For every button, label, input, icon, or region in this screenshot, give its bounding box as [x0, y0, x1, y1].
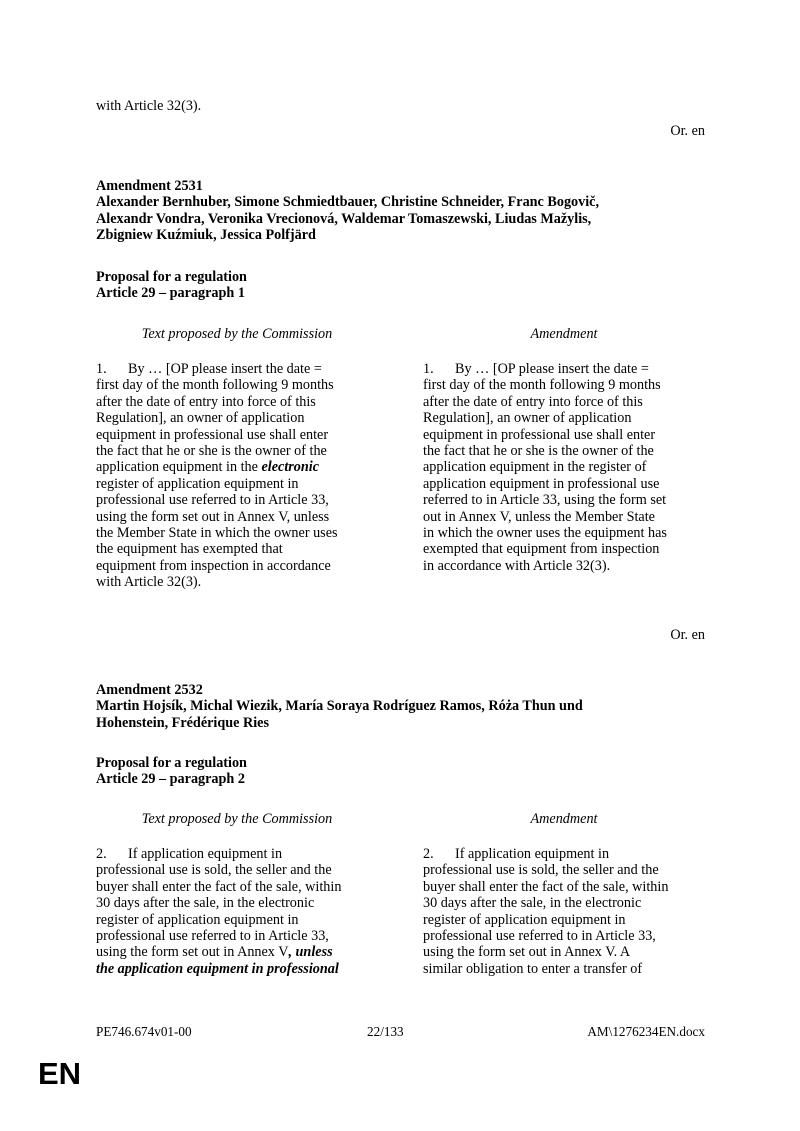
text-line: professional use is sold, the seller and the [96, 862, 332, 879]
original-language-label: Or. en [670, 627, 705, 643]
text-line: first day of the month following 9 months [96, 377, 334, 394]
text-line: professional use referred to in Article 33, [423, 928, 656, 945]
amendment-title: Amendment 2531 [96, 178, 203, 194]
deleted-text: electronic [261, 459, 320, 476]
text-line: professional use is sold, the seller and the [423, 862, 659, 879]
amendment-2532-header [96, 682, 706, 731]
text-line: in which the owner uses the equipment has [423, 525, 667, 542]
original-language-label: Or. en [670, 123, 705, 139]
text-line: 30 days after the sale, in the electronic [423, 895, 642, 912]
text-line: equipment in professional use shall enter [96, 426, 329, 443]
continuation-text: with Article 32(3). [96, 98, 202, 114]
text-line: out in Annex V, unless the Member State [423, 508, 655, 525]
footer-document-reference: PE746.674v01-00 [96, 1024, 192, 1039]
commission-text-header: Text proposed by the Commission [141, 811, 333, 827]
amendment-text-column [423, 361, 705, 574]
text-line: buyer shall enter the fact of the sale, within [96, 878, 342, 895]
paragraph-number: 1. [423, 361, 434, 377]
text-line: application equipment in the [96, 459, 262, 476]
amendment-authors-line: Martin Hojsík, Michal Wiezik, María Soraya Rodríguez Ramos, Róża Thun und [96, 698, 583, 715]
text-line: If application equipment in [455, 846, 610, 862]
text-line: register of application equipment in [96, 475, 299, 492]
amendment-title: Amendment 2532 [96, 682, 203, 698]
amendment-authors-line: Hohenstein, Frédérique Ries [96, 714, 269, 731]
text-line: equipment from inspection in accordance [96, 557, 331, 574]
paragraph-number: 2. [423, 846, 434, 862]
text-line: register of application equipment in [96, 911, 299, 928]
text-line: after the date of entry into force of this [423, 393, 643, 410]
commission-text-header: Text proposed by the Commission [141, 326, 333, 342]
text-line: using the form set out in Annex V. A [423, 944, 631, 961]
amendment-authors-line: Alexander Bernhuber, Simone Schmiedtbauer, Christine Schneider, Franc Bogovič, [96, 194, 600, 211]
text-line: the fact that he or she is the owner of the [96, 443, 327, 460]
amendment-2531-reference [96, 269, 706, 302]
article-label: Article 29 – paragraph 1 [96, 285, 245, 302]
paragraph-number: 2. [96, 846, 107, 862]
amendment-text-header: Amendment [530, 811, 598, 827]
text-line: 30 days after the sale, in the electronic [96, 895, 315, 912]
commission-text-column [96, 846, 378, 977]
text-line: the equipment has exempted that [96, 541, 283, 558]
text-line: equipment in professional use shall enter [423, 426, 656, 443]
text-line: professional use referred to in Article 33, [96, 928, 329, 945]
text-line: If application equipment in [128, 846, 283, 862]
amendment-text-header: Amendment [530, 326, 598, 342]
text-line: professional use referred to in Article 33, [96, 492, 329, 509]
text-line: the fact that he or she is the owner of the [423, 443, 654, 460]
footer-file-name: AM\1276234EN.docx [587, 1024, 705, 1039]
text-line: after the date of entry into force of this [96, 393, 316, 410]
footer-page-number: 22/133 [367, 1024, 404, 1039]
commission-text-column [96, 361, 378, 591]
text-line: buyer shall enter the fact of the sale, within [423, 878, 669, 895]
text-line: first day of the month following 9 months [423, 377, 661, 394]
text-line: Regulation], an owner of application [423, 410, 632, 427]
text-line: By … [OP please insert the date = [455, 361, 649, 377]
text-line: using the form set out in Annex V, unless [96, 508, 330, 525]
text-line: register of application equipment in [423, 911, 626, 928]
text-line: application equipment in the register of [423, 459, 647, 476]
amendment-text-column [423, 846, 705, 977]
text-line: similar obligation to enter a transfer of [423, 960, 643, 977]
text-line: By … [OP please insert the date = [128, 361, 322, 377]
text-line: with Article 32(3). [96, 574, 202, 591]
article-label: Article 29 – paragraph 2 [96, 771, 245, 788]
text-line: the Member State in which the owner uses [96, 525, 338, 542]
language-code: EN [38, 1056, 82, 1091]
deleted-text: , unless [288, 944, 333, 961]
text-line: application equipment in professional use [423, 475, 660, 492]
amendment-authors-line: Alexandr Vondra, Veronika Vrecionová, Waldemar Tomaszewski, Liudas Mažylis, [96, 210, 592, 227]
amendment-2531-header [96, 178, 706, 244]
deleted-text: the application equipment in professional [96, 960, 339, 977]
proposal-label: Proposal for a regulation [96, 755, 247, 771]
text-line: referred to in Article 33, using the form set [423, 492, 667, 509]
paragraph-number: 1. [96, 361, 107, 377]
amendment-authors-line: Zbigniew Kuźmiuk, Jessica Polfjärd [96, 227, 316, 244]
text-line: in accordance with Article 32(3). [423, 557, 611, 574]
text-line: using the form set out in Annex V [96, 944, 289, 961]
proposal-label: Proposal for a regulation [96, 269, 247, 285]
text-line: Regulation], an owner of application [96, 410, 305, 427]
text-line: exempted that equipment from inspection [423, 541, 660, 558]
amendment-2532-reference [96, 755, 706, 788]
